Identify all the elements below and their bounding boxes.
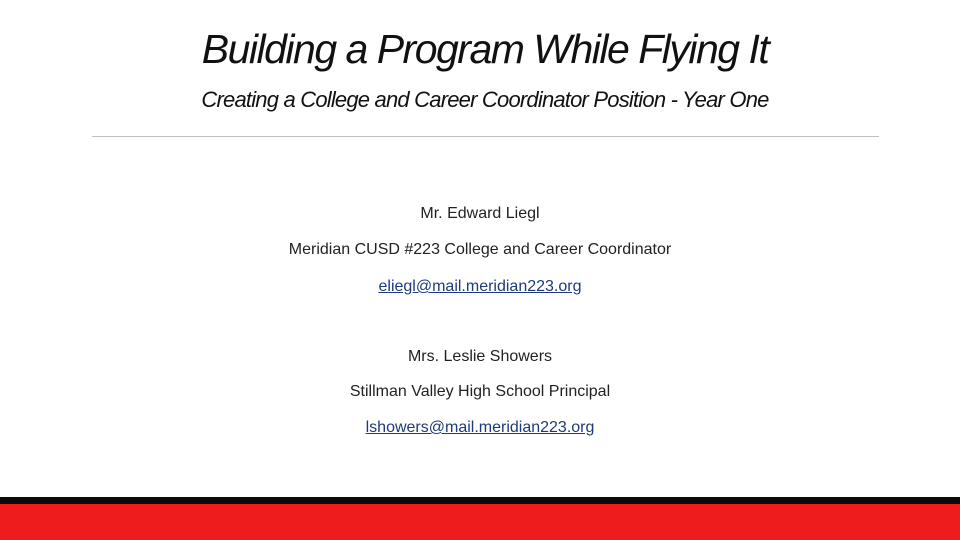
contact-1-email-row <box>0 278 960 296</box>
slide-title: Building a Program While Flying It <box>201 26 769 72</box>
contact-1-role: Meridian CUSD #223 College and Career Coordinator <box>288 241 672 258</box>
contact-2-email-row <box>0 419 960 437</box>
footer-red-band <box>0 504 960 540</box>
slide-subtitle: Creating a College and Career Coordinator Position - Year One <box>201 87 769 112</box>
footer-black-band <box>0 497 960 504</box>
contact-2-name: Mrs. Leslie Showers <box>407 348 553 365</box>
contact-1-email-link[interactable]: eliegl@mail.meridian223.org <box>378 278 582 295</box>
contact-2-email-link[interactable]: lshowers@mail.meridian223.org <box>365 419 595 436</box>
contact-1-name: Mr. Edward Liegl <box>420 205 540 222</box>
title-divider <box>92 136 879 137</box>
contact-2-role: Stillman Valley High School Principal <box>349 383 611 400</box>
